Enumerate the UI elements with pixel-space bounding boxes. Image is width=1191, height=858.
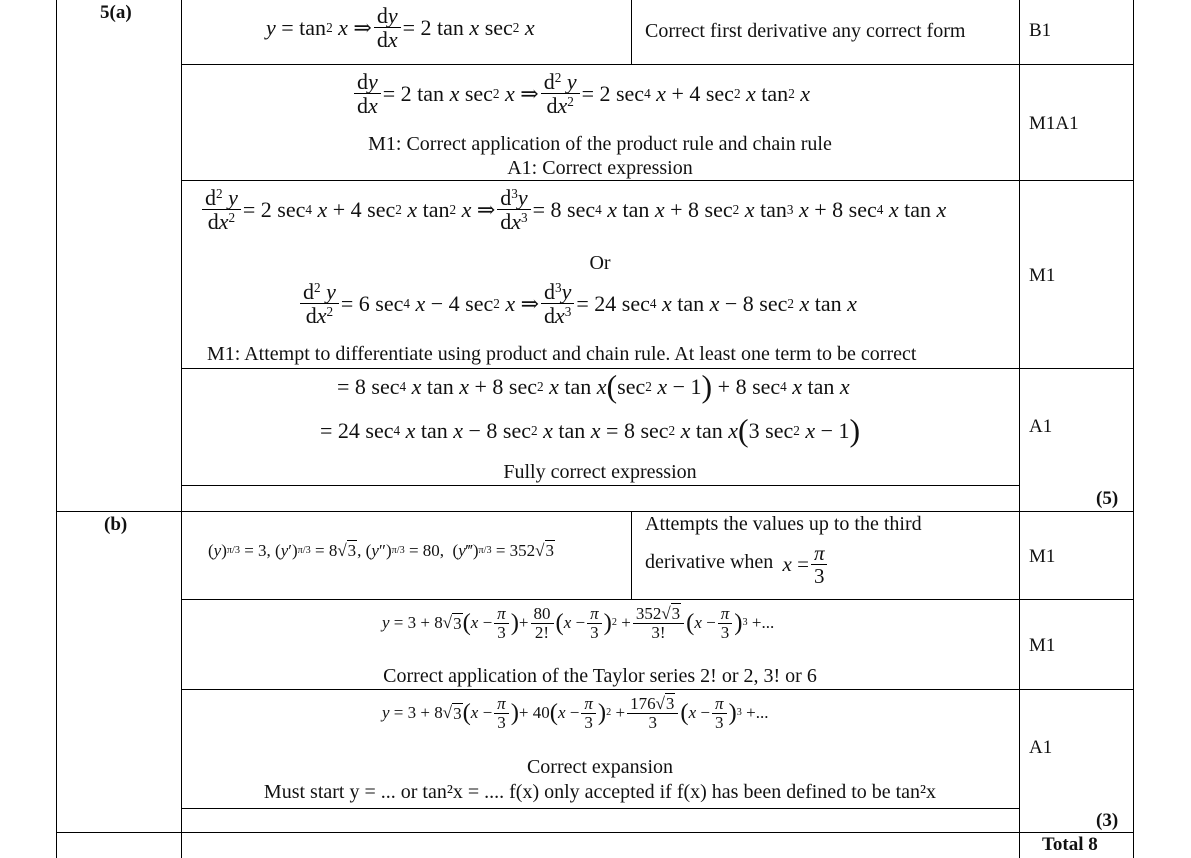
comment-derivative-when: derivative when x = $\frac{\pi}{3}$: [645, 542, 829, 587]
first-derivative-expression: y = tan 2 x ⇒ $\frac{dy}{dx}$ = 2 tan x sec 2 x: [266, 3, 535, 53]
third-derivative-expression-2: $\frac{d^2 y}{dx^2}$ = 6 sec 4 x − 4 sec 2 x ⇒ $\frac{d^3y}{dx^3}$ = 24 sec 4 x tan x − 8 sec 2 x tan x: [298, 280, 857, 327]
part-a-label: 5(a): [100, 2, 132, 23]
taylor-series-expression-1: y = 3 + 8√ 3 ( x − $\frac{\pi}{3}$ ) + $\frac{80}{2!}$ ( x − $\frac{\pi}{3}$ ) 2 + $\frac{352√3}{3!}$ ( x − $\frac{\pi}{3}$ ) 3 +...: [382, 604, 775, 642]
row-line-a-end: [56, 511, 1134, 512]
col-line-comment-left: [631, 0, 632, 64]
row-line-b1: [181, 599, 1134, 600]
mark-m1a1: M1A1: [1029, 113, 1079, 134]
col-line-answer-left: [181, 0, 182, 858]
simplified-expression-1: = 8 sec 4 x tan x + 8 sec 2 x tan x ( sec 2 x − 1 ) + 8 sec 4 x tan x: [337, 369, 850, 405]
part-b-total: (3): [1096, 810, 1119, 831]
note-correct-expansion: Correct expansion: [526, 756, 674, 778]
simplified-expression-2: = 24 sec 4 x tan x − 8 sec 2 x tan x = 8 sec 2 x tan x ( 3 sec 2 x − 1 ): [320, 413, 861, 449]
col-line-left: [56, 0, 57, 858]
mark-a1-b3: A1: [1029, 737, 1053, 758]
row-line-a2: [181, 180, 1134, 181]
col-line-mark-left: [1019, 0, 1020, 858]
row-line-a4: [181, 485, 1019, 486]
note-fully-correct: Fully correct expression: [503, 461, 697, 483]
note-correct-expression: A1: Correct expression: [507, 157, 693, 179]
mark-a1-a4: A1: [1029, 416, 1053, 437]
grand-total: Total 8: [1042, 834, 1098, 855]
comment-attempts-values: Attempts the values up to the third: [645, 513, 922, 535]
mark-m1-a3: M1: [1029, 265, 1056, 286]
part-b-label: (b): [104, 514, 128, 535]
note-must-start: Must start y = ... or tan²x = .... f(x) only accepted if f(x) has been defined to be tan²x: [263, 781, 937, 803]
third-derivative-expression-1: $\frac{d^2 y}{dx^2}$ = 2 sec 4 x + 4 sec 2 x tan 2 x ⇒ $\frac{d^3y}{dx^3}$ = 8 sec 4 x tan x + 8 sec 2 x tan 3 x + 8 sec 4 x tan x: [200, 186, 946, 233]
or-text: Or: [589, 252, 611, 274]
comment-first-derivative: Correct first derivative any correct form: [645, 20, 966, 42]
note-taylor-application: Correct application of the Taylor series 2! or 2, 3! or 6: [383, 665, 817, 687]
row-line-a3: [181, 368, 1134, 369]
row-line-b-end: [56, 832, 1134, 833]
part-a-total: (5): [1096, 488, 1119, 509]
second-derivative-expression: $\frac{dy}{dx}$ = 2 tan x sec 2 x ⇒ $\frac{d^2 y}{dx^2}$ = 2 sec 4 x + 4 sec 2 x tan 2 x: [352, 70, 810, 117]
row-line-a1: [181, 64, 1134, 65]
mark-m1-b2: M1: [1029, 635, 1056, 656]
comment-derivative-when-text: derivative when: [645, 551, 774, 574]
row-line-b2: [181, 689, 1134, 690]
col-line-comment-left-b: [631, 511, 632, 599]
note-product-chain-rule: M1: Correct application of the product rule and chain rule: [368, 133, 832, 155]
note-attempt-differentiate: M1: Attempt to differentiate using product and chain rule. At least one term to be correct: [207, 343, 917, 365]
derivative-values: ( y ) π/3 = 3, ( y ′) π/3 = 8√ 3 , ( y ″) π/3 = 80, ( y ‴) π/3 = 352√ 3: [208, 540, 554, 560]
mark-b1: B1: [1029, 20, 1052, 41]
mark-m1-b1: M1: [1029, 546, 1056, 567]
col-line-right: [1133, 0, 1134, 858]
taylor-series-expression-2: y = 3 + 8√ 3 ( x − $\frac{\pi}{3}$ ) + 40 ( x − $\frac{\pi}{3}$ ) 2 + $\frac{176√3}{3}$ ( x − $\frac{\pi}{3}$ ) 3 +...: [382, 694, 769, 732]
row-line-b3: [181, 808, 1019, 809]
